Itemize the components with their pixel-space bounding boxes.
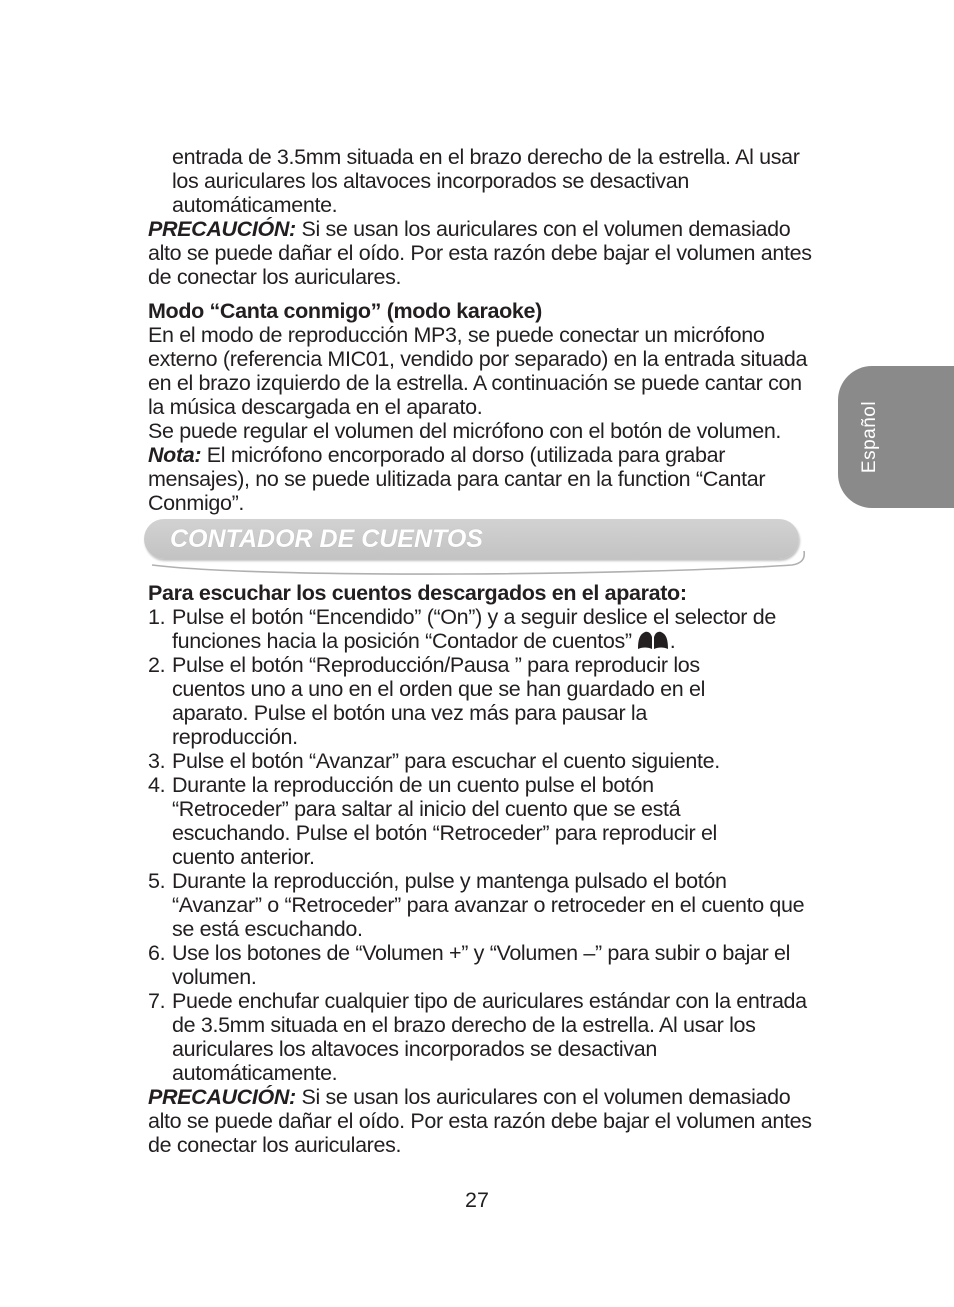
intro-caution	[148, 217, 818, 289]
section-title: CONTADOR DE CUENTOS	[170, 525, 483, 553]
list-item-text: Pulse el botón “Reproducción/Pausa ” para reproducir los cuentos uno a uno en el orden que se han guardado en el aparato. Pulse el botón una vez más para pausar la reproducción.	[172, 653, 706, 749]
note-text: El micrófono encorporado al dorso (utilizada para grabar mensajes), no se puede ulitizada para cantar en la function “Cantar Conmigo”.	[148, 443, 766, 515]
language-tab-label-wrap	[840, 366, 900, 508]
list-item-number: 1.	[148, 605, 166, 629]
section-caution	[148, 1085, 818, 1157]
list-item-text: Durante la reproducción de un cuento pulse el botón “Retroceder” para saltar al inicio del cuento que se está escuchando. Pulse el botón “Retroceder” para reproducir el cuento anterior.	[172, 773, 717, 869]
caution-text: Si se usan los auriculares con el volumen demasiado alto se puede dañar el oído. Por esta razón debe bajar el volumen antes de conectar los auriculares.	[148, 1085, 812, 1157]
list-item-number: 3.	[148, 749, 166, 773]
list-item-suffix: .	[669, 629, 676, 653]
list-item-text: Puede enchufar cualquier tipo de auriculares estándar con la entrada de 3.5mm situada en el brazo derecho de la estrella. Al usar los auriculares los altavoces incorporados se desactivan automáticamente.	[172, 989, 807, 1085]
karaoke-volume-paragraph: Se puede regular el volumen del micrófono con el botón de volumen.	[148, 419, 782, 443]
list-item	[148, 773, 818, 869]
karaoke-heading: Modo “Canta conmigo” (modo karaoke)	[148, 299, 542, 323]
caution-label: PRECAUCIÓN:	[148, 1085, 296, 1109]
list-item-text: Durante la reproducción, pulse y mantenga pulsado el botón “Avanzar” o “Retroceder” para avanzar o retroceder en el cuento que se está escuchando.	[172, 869, 805, 941]
list-item-body: Pulse el botón “Encendido” (“On”) y a seguir deslice el selector de funciones hacia la posición “Contador de cuentos”	[172, 605, 776, 653]
list-item-text	[172, 605, 818, 653]
list-item-number: 4.	[148, 773, 166, 797]
list-item-number: 7.	[148, 989, 166, 1013]
list-item-number: 2.	[148, 653, 166, 677]
section-subheading: Para escuchar los cuentos descargados en el aparato:	[148, 581, 687, 605]
list-item	[148, 941, 818, 989]
karaoke-paragraph: En el modo de reproducción MP3, se puede conectar un micrófono externo (referencia MIC01, vendido por separado) en la entrada situada en el brazo izquierdo de la estrella. A continuación se puede cantar con la música descargada en el aparato.	[148, 323, 808, 419]
list-item-number: 6.	[148, 941, 166, 965]
caution-label: PRECAUCIÓN:	[148, 217, 296, 241]
list-item	[148, 749, 818, 773]
list-item	[148, 653, 818, 749]
page-content	[148, 145, 818, 1157]
list-item	[148, 989, 818, 1085]
list-item	[148, 605, 818, 653]
section-banner	[144, 519, 818, 581]
intro-continuation: entrada de 3.5mm situada en el brazo derecho de la estrella. Al usar los auriculares los altavoces incorporados se desactivan automáticamente.	[172, 145, 800, 217]
list-item-text: Pulse el botón “Avanzar” para escuchar el cuento siguiente.	[172, 749, 720, 773]
caution-text: Si se usan los auriculares con el volumen demasiado alto se puede dañar el oído. Por esta razón debe bajar el volumen antes de conectar los auriculares.	[148, 217, 812, 289]
language-tab-label: Español	[859, 400, 881, 474]
book-icon	[636, 631, 670, 651]
list-item	[148, 869, 818, 941]
note-label: Nota:	[148, 443, 202, 467]
list-item-text: Use los botones de “Volumen +” y “Volumen –” para subir o bajar el volumen.	[172, 941, 791, 989]
list-item-number: 5.	[148, 869, 166, 893]
karaoke-note	[148, 443, 818, 515]
page-number: 27	[465, 1188, 489, 1212]
